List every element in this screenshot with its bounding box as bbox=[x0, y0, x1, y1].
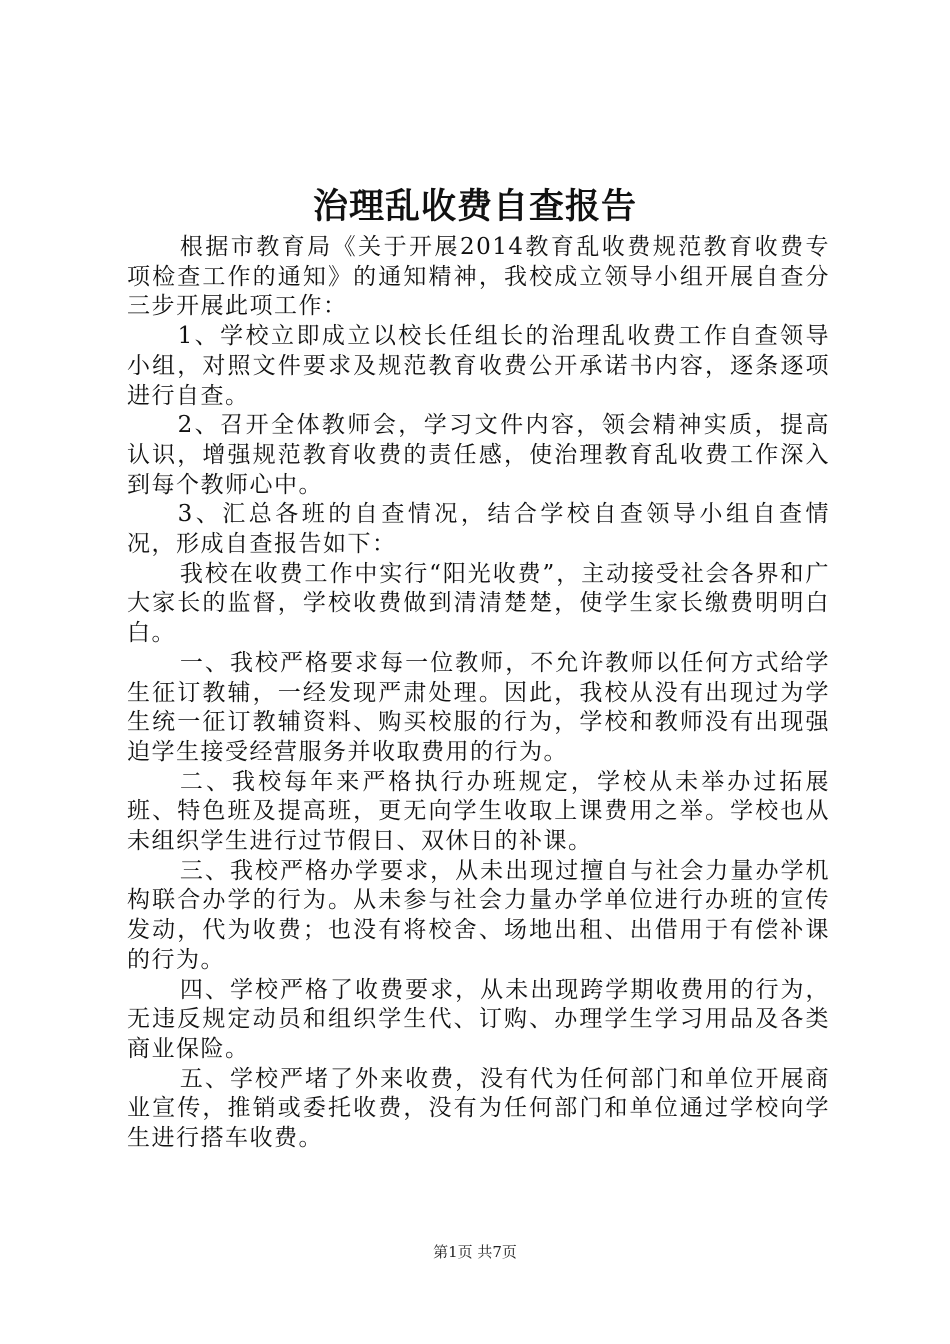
paragraph-step-1: 1、学校立即成立以校长任组长的治理乱收费工作自查领导小组，对照文件要求及规范教育收费公开承诺书内容，逐条逐项进行自查。 bbox=[127, 323, 830, 409]
paragraph-item-3: 三、我校严格办学要求，从未出现过擅自与社会力量办学机构联合办学的行为。从未参与社会力量办学单位进行办班的宣传发动，代为收费；也没有将校舍、场地出租、出借用于有偿补课的行为。 bbox=[127, 857, 830, 973]
paragraph-step-3: 3、汇总各班的自查情况，结合学校自查领导小组自查情况，形成自查报告如下： bbox=[127, 501, 830, 558]
paragraph-item-1: 一、我校严格要求每一位教师，不允许教师以任何方式给学生征订教辅，一经发现严肃处理。因此，我校从没有出现过为学生统一征订教辅资料、购买校服的行为，学校和教师没有出现强迫学生接受经营服务并收取费用的行为。 bbox=[127, 649, 830, 765]
document-title: 治理乱收费自查报告 bbox=[312, 186, 637, 227]
paragraph-intro: 根据市教育局《关于开展2014教育乱收费规范教育收费专项检查工作的通知》的通知精神，我校成立领导小组开展自查分三步开展此项工作： bbox=[127, 234, 830, 320]
paragraph-step-2: 2、召开全体教师会，学习文件内容，领会精神实质，提高认识，增强规范教育收费的责任感，使治理教育乱收费工作深入到每个教师心中。 bbox=[127, 412, 830, 498]
paragraph-item-5: 五、学校严堵了外来收费，没有代为任何部门和单位开展商业宣传，推销或委托收费，没有为任何部门和单位通过学校向学生进行搭车收费。 bbox=[127, 1065, 830, 1152]
paragraph-item-4: 四、学校严格了收费要求，从未出现跨学期收费用的行为，无违反规定动员和组织学生代、订购、办理学生学习用品及各类商业保险。 bbox=[127, 976, 830, 1062]
paragraph-item-2: 二、我校每年来严格执行办班规定，学校从未举办过拓展班、特色班及提高班，更无向学生收取上课费用之举。学校也从未组织学生进行过节假日、双休日的补课。 bbox=[127, 768, 830, 855]
document-body bbox=[127, 233, 830, 1154]
paragraph-summary: 我校在收费工作中实行“阳光收费”，主动接受社会各界和广大家长的监督，学校收费做到清清楚楚，使学生家长缴费明明白白。 bbox=[127, 560, 830, 647]
page-footer: 第1页 共7页 bbox=[433, 1243, 517, 1261]
